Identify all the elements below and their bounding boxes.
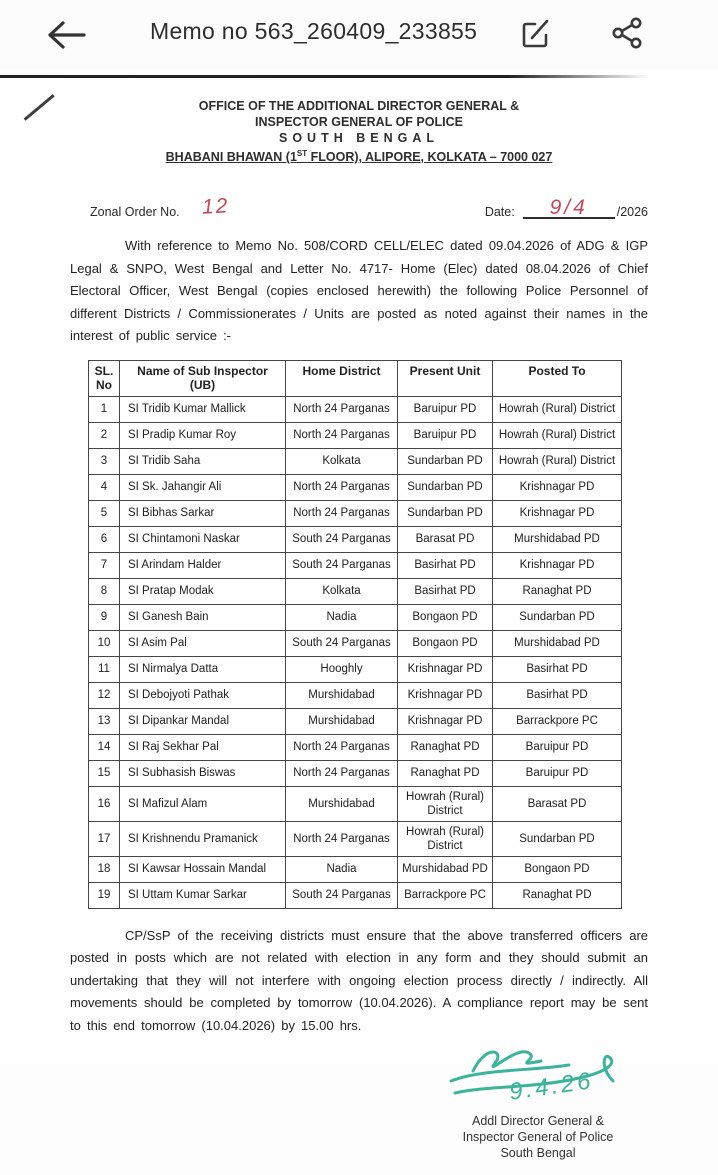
table-cell: Nadia xyxy=(286,856,398,882)
share-icon xyxy=(608,39,646,56)
letterhead-igp-line: INSPECTOR GENERAL OF POLICE xyxy=(255,115,463,129)
table-cell: Ranaghat PD xyxy=(493,882,622,908)
table-cell: SI Tridib Saha xyxy=(120,448,286,474)
table-cell: South 24 Parganas xyxy=(286,882,398,908)
table-cell: North 24 Parganas xyxy=(286,474,398,500)
table-cell: SI Arindam Halder xyxy=(120,552,286,578)
signature-block xyxy=(413,1055,663,1175)
table-cell: 17 xyxy=(89,821,120,856)
table-cell: Barasat PD xyxy=(398,526,493,552)
order-number-row xyxy=(90,195,648,219)
table-cell: Sundarban PD xyxy=(493,821,622,856)
table-cell: Krishnagar PD xyxy=(493,500,622,526)
table-cell: Basirhat PD xyxy=(493,656,622,682)
table-cell: Howrah (Rural) District xyxy=(493,448,622,474)
memo-title: Memo no 563_260409_233855 xyxy=(150,18,478,44)
table-cell: 9 xyxy=(89,604,120,630)
col-header-posted-to: Posted To xyxy=(493,360,622,396)
table-cell: Sundarban PD xyxy=(398,500,493,526)
table-row xyxy=(89,578,622,604)
table-cell: Bongaon PD xyxy=(398,630,493,656)
table-cell: SI Dipankar Mandal xyxy=(120,708,286,734)
table-cell: 14 xyxy=(89,734,120,760)
signatory-line1: Addl Director General & xyxy=(471,1114,604,1129)
table-cell: Kolkata xyxy=(286,578,398,604)
app-header-bar xyxy=(0,0,718,70)
table-cell: Murshidabad xyxy=(286,708,398,734)
table-cell: 6 xyxy=(89,526,120,552)
letterhead xyxy=(0,70,718,165)
table-cell: 2 xyxy=(89,422,120,448)
table-cell: 13 xyxy=(89,708,120,734)
col-header-home-district: Home District xyxy=(286,360,398,396)
table-cell: SI Sk. Jahangir Ali xyxy=(120,474,286,500)
table-cell: Howrah (Rural) District xyxy=(398,786,493,821)
edit-button[interactable] xyxy=(516,14,554,52)
edit-compose-icon xyxy=(516,39,554,56)
col-header-slno: SL. No xyxy=(89,360,120,396)
table-cell: 8 xyxy=(89,578,120,604)
table-cell: South 24 Parganas xyxy=(286,526,398,552)
table-row xyxy=(89,786,622,821)
table-row xyxy=(89,760,622,786)
table-cell: 10 xyxy=(89,630,120,656)
table-header-row xyxy=(89,360,622,396)
table-cell: 4 xyxy=(89,474,120,500)
table-body xyxy=(89,396,622,908)
table-cell: North 24 Parganas xyxy=(286,500,398,526)
page-edge-shadow xyxy=(0,75,650,78)
table-cell: Krishnagar PD xyxy=(398,656,493,682)
table-cell: Ranaghat PD xyxy=(493,578,622,604)
table-cell: 19 xyxy=(89,882,120,908)
date-handwritten: 9/4 xyxy=(523,199,615,219)
table-row xyxy=(89,682,622,708)
letterhead-office-line: OFFICE OF THE ADDITIONAL DIRECTOR GENERAL & xyxy=(198,99,520,113)
table-cell: North 24 Parganas xyxy=(286,760,398,786)
table-cell: SI Debojyoti Pathak xyxy=(120,682,286,708)
table-cell: Krishnagar PD xyxy=(398,708,493,734)
signature-date-handwritten: 9.4.26 xyxy=(507,1067,596,1107)
table-cell: Bongaon PD xyxy=(493,856,622,882)
table-cell: SI Nirmalya Datta xyxy=(120,656,286,682)
signatory-line2: Inspector General of Police xyxy=(462,1130,614,1145)
table-cell: SI Raj Sekhar Pal xyxy=(120,734,286,760)
table-cell: Howrah (Rural) District xyxy=(493,396,622,422)
table-cell: SI Tridib Kumar Mallick xyxy=(120,396,286,422)
table-cell: SI Bibhas Sarkar xyxy=(120,500,286,526)
table-cell: Barasat PD xyxy=(493,786,622,821)
table-row xyxy=(89,734,622,760)
table-row xyxy=(89,856,622,882)
table-cell: Kolkata xyxy=(286,448,398,474)
col-header-present-unit: Present Unit xyxy=(398,360,493,396)
table-cell: 5 xyxy=(89,500,120,526)
table-cell: Sundarban PD xyxy=(398,474,493,500)
table-cell: Baruipur PD xyxy=(398,396,493,422)
transfer-table xyxy=(88,360,622,909)
table-row xyxy=(89,526,622,552)
table-cell: Basirhat PD xyxy=(398,578,493,604)
table-cell: Krishnagar PD xyxy=(398,682,493,708)
table-cell: SI Pratap Modak xyxy=(120,578,286,604)
table-cell: Basirhat PD xyxy=(398,552,493,578)
signatory-line3: South Bengal xyxy=(500,1146,576,1161)
table-cell: North 24 Parganas xyxy=(286,734,398,760)
table-cell: Ranaghat PD xyxy=(398,734,493,760)
table-cell: Hooghly xyxy=(286,656,398,682)
table-cell: SI Chintamoni Naskar xyxy=(120,526,286,552)
table-cell: Barrackpore PC xyxy=(493,708,622,734)
table-cell: South 24 Parganas xyxy=(286,630,398,656)
table-cell: SI Krishnendu Pramanick xyxy=(120,821,286,856)
table-cell: Basirhat PD xyxy=(493,682,622,708)
table-row xyxy=(89,604,622,630)
table-cell: Barrackpore PC xyxy=(398,882,493,908)
table-row xyxy=(89,882,622,908)
table-cell: SI Asim Pal xyxy=(120,630,286,656)
table-row xyxy=(89,474,622,500)
table-row xyxy=(89,656,622,682)
table-cell: Baruipur PD xyxy=(493,760,622,786)
back-arrow-icon xyxy=(44,39,88,56)
table-cell: Murshidabad PD xyxy=(398,856,493,882)
table-cell: Nadia xyxy=(286,604,398,630)
table-cell: Ranaghat PD xyxy=(398,760,493,786)
table-row xyxy=(89,422,622,448)
table-cell: 1 xyxy=(89,396,120,422)
letterhead-address-line: BHABANI BHAWAN (1ST FLOOR), ALIPORE, KOLKATA – 7000 027 xyxy=(165,149,553,165)
table-cell: North 24 Parganas xyxy=(286,422,398,448)
table-cell: Sundarban PD xyxy=(398,448,493,474)
table-cell: Krishnagar PD xyxy=(493,474,622,500)
table-cell: Howrah (Rural) District xyxy=(493,422,622,448)
table-cell: Krishnagar PD xyxy=(493,552,622,578)
date-year-printed: /2026 xyxy=(616,205,648,220)
zonal-order-number-handwritten: 12 xyxy=(201,194,230,219)
closing-paragraph: CP/SsP of the receiving districts must ensure that the above transferred officers are posted in posts which are not related with election in any form and they should submit an undertaking that they will not interfere with ongoing election process directly / indirectly. All movements should be completed by tomorrow (10.04.2026). A compliance report may be sent to this end tomorrow (10.04.2026) by 15.00 hrs. xyxy=(70,927,648,1033)
table-cell: Bongaon PD xyxy=(398,604,493,630)
table-cell: SI Subhasish Biswas xyxy=(120,760,286,786)
col-header-name: Name of Sub Inspector (UB) xyxy=(120,360,286,396)
table-cell: Baruipur PD xyxy=(398,422,493,448)
table-cell: Baruipur PD xyxy=(493,734,622,760)
table-cell: Sundarban PD xyxy=(493,604,622,630)
table-cell: 15 xyxy=(89,760,120,786)
table-cell: SI Mafizul Alam xyxy=(120,786,286,821)
table-cell: South 24 Parganas xyxy=(286,552,398,578)
table-cell: SI Uttam Kumar Sarkar xyxy=(120,882,286,908)
letterhead-region-line: SOUTH BENGAL xyxy=(279,131,439,145)
date-group xyxy=(484,196,648,220)
table-cell: SI Kawsar Hossain Mandal xyxy=(120,856,286,882)
scanned-memo-document xyxy=(0,70,718,1161)
table-row xyxy=(89,708,622,734)
intro-paragraph: With reference to Memo No. 508/CORD CELL/ELEC dated 09.04.2026 of ADG & IGP Legal & SNPO, West Bengal and Letter No. 4717- Home (Elec) dated 08.04.2026 of Chief Electoral Officer, West Bengal (copies enclosed herewith) the following Police Personnel of different Districts / Commissionerates / Units are posted as noted against their names in the interest of public service :- xyxy=(70,238,648,344)
table-cell: SI Pradip Kumar Roy xyxy=(120,422,286,448)
back-button[interactable] xyxy=(44,18,88,52)
table-row xyxy=(89,500,622,526)
table-cell: Murshidabad PD xyxy=(493,526,622,552)
table-cell: 18 xyxy=(89,856,120,882)
table-cell: 3 xyxy=(89,448,120,474)
share-button[interactable] xyxy=(608,14,646,52)
table-cell: Murshidabad xyxy=(286,786,398,821)
table-row xyxy=(89,448,622,474)
zonal-order-label: Zonal Order No. xyxy=(90,205,180,220)
table-row xyxy=(89,396,622,422)
table-cell: North 24 Parganas xyxy=(286,821,398,856)
table-cell: 7 xyxy=(89,552,120,578)
table-cell: SI Ganesh Bain xyxy=(120,604,286,630)
table-cell: Murshidabad xyxy=(286,682,398,708)
date-label: Date: xyxy=(484,205,515,220)
table-cell: Howrah (Rural) District xyxy=(398,821,493,856)
table-cell: 11 xyxy=(89,656,120,682)
table-row xyxy=(89,552,622,578)
table-cell: 16 xyxy=(89,786,120,821)
table-cell: Murshidabad PD xyxy=(493,630,622,656)
table-row xyxy=(89,630,622,656)
table-row xyxy=(89,821,622,856)
signatory-designation xyxy=(413,1113,663,1161)
table-cell: 12 xyxy=(89,682,120,708)
table-cell: North 24 Parganas xyxy=(286,396,398,422)
